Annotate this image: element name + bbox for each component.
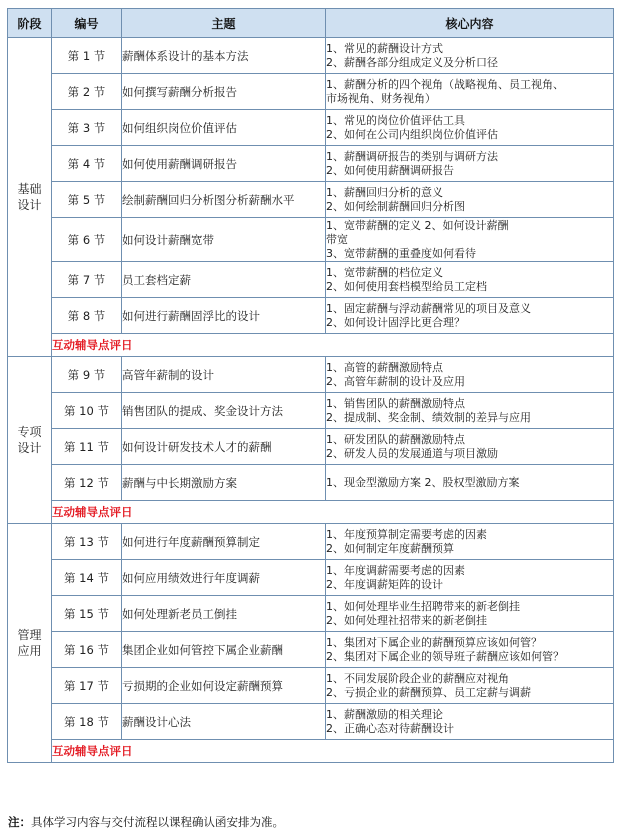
content-line: 2、如何使用薪酬调研报告 — [326, 163, 454, 177]
lesson-content — [326, 632, 614, 668]
table-row — [8, 146, 614, 182]
lesson-topic: 薪酬体系设计的基本方法 — [122, 38, 326, 74]
lesson-content — [326, 262, 614, 298]
lesson-topic: 集团企业如何管控下属企业薪酬 — [122, 632, 326, 668]
lesson-topic: 如何撰写薪酬分析报告 — [122, 74, 326, 110]
curriculum-table — [7, 8, 614, 763]
table-row — [8, 110, 614, 146]
stage-name-line: 设计 — [17, 441, 42, 455]
content-line: 2、如何制定年度薪酬预算 — [326, 541, 454, 555]
content-line: 1、年度调薪需要考虑的因素 — [326, 563, 465, 577]
content-line: 市场视角、财务视角） — [326, 91, 436, 105]
table-row — [8, 465, 614, 501]
lesson-number: 第 5 节 — [52, 182, 122, 218]
lesson-number: 第 15 节 — [52, 596, 122, 632]
content-line: 2、如何绘制薪酬回归分析图 — [326, 199, 465, 213]
review-day-label: 互动辅导点评日 — [52, 740, 614, 763]
table-row — [8, 357, 614, 393]
lesson-content — [326, 38, 614, 74]
review-row — [8, 334, 614, 357]
header-number: 编号 — [52, 9, 122, 38]
table-row — [8, 704, 614, 740]
content-line: 1、如何处理毕业生招聘带来的新老倒挂 — [326, 599, 520, 613]
review-row — [8, 501, 614, 524]
content-line: 1、薪酬调研报告的类别与调研方法 — [326, 149, 498, 163]
lesson-number: 第 10 节 — [52, 393, 122, 429]
lesson-content — [326, 596, 614, 632]
header-row — [8, 9, 614, 38]
stage-name-line: 专项 — [17, 425, 42, 439]
content-line: 1、不同发展阶段企业的薪酬应对视角 — [326, 671, 509, 685]
content-line: 2、提成制、奖金制、绩效制的差异与应用 — [326, 410, 531, 424]
lesson-content — [326, 74, 614, 110]
lesson-topic: 绘制薪酬回归分析图分析薪酬水平 — [122, 182, 326, 218]
lesson-topic: 如何处理新老员工倒挂 — [122, 596, 326, 632]
lesson-content — [326, 182, 614, 218]
lesson-topic: 如何应用绩效进行年度调薪 — [122, 560, 326, 596]
content-line: 3、宽带薪酬的重叠度如何看待 — [326, 246, 476, 260]
lesson-number: 第 12 节 — [52, 465, 122, 501]
content-line: 1、销售团队的薪酬激励特点 — [326, 396, 465, 410]
content-line: 2、如何在公司内组织岗位价值评估 — [326, 127, 498, 141]
lesson-number: 第 2 节 — [52, 74, 122, 110]
lesson-number: 第 7 节 — [52, 262, 122, 298]
lesson-number: 第 17 节 — [52, 668, 122, 704]
table-row — [8, 429, 614, 465]
lesson-number: 第 13 节 — [52, 524, 122, 560]
lesson-topic: 员工套档定薪 — [122, 262, 326, 298]
stage-cell — [8, 524, 52, 763]
lesson-number: 第 18 节 — [52, 704, 122, 740]
table-row — [8, 262, 614, 298]
lesson-topic: 如何使用薪酬调研报告 — [122, 146, 326, 182]
content-line: 1、集团对下属企业的薪酬预算应该如何管？ — [326, 635, 542, 649]
stage-name-line: 管理 — [17, 628, 42, 642]
lesson-number: 第 16 节 — [52, 632, 122, 668]
lesson-content — [326, 218, 614, 262]
lesson-number: 第 6 节 — [52, 218, 122, 262]
lesson-content — [326, 110, 614, 146]
header-stage: 阶段 — [8, 9, 52, 38]
lesson-number: 第 8 节 — [52, 298, 122, 334]
stage-cell — [8, 38, 52, 357]
table-row — [8, 182, 614, 218]
content-line: 2、如何设计固浮比更合理？ — [326, 315, 465, 329]
lesson-content — [326, 560, 614, 596]
lesson-topic: 如何进行年度薪酬预算制定 — [122, 524, 326, 560]
content-line: 1、现金型激励方案 2、股权型激励方案 — [326, 475, 520, 489]
lesson-content — [326, 704, 614, 740]
lesson-topic: 如何组织岗位价值评估 — [122, 110, 326, 146]
table-row — [8, 668, 614, 704]
lesson-topic: 高管年薪制的设计 — [122, 357, 326, 393]
lesson-content — [326, 429, 614, 465]
lesson-topic: 如何设计研发技术人才的薪酬 — [122, 429, 326, 465]
lesson-number: 第 1 节 — [52, 38, 122, 74]
lesson-topic: 如何设计薪酬宽带 — [122, 218, 326, 262]
lesson-content — [326, 465, 614, 501]
content-line: 1、年度预算制定需要考虑的因素 — [326, 527, 487, 541]
review-day-label: 互动辅导点评日 — [52, 334, 614, 357]
content-line: 1、常见的岗位价值评估工具 — [326, 113, 465, 127]
review-row — [8, 740, 614, 763]
lesson-topic: 如何进行薪酬固浮比的设计 — [122, 298, 326, 334]
table-row — [8, 596, 614, 632]
content-line: 1、高管的薪酬激励特点 — [326, 360, 443, 374]
lesson-content — [326, 298, 614, 334]
header-content: 核心内容 — [326, 9, 614, 38]
lesson-content — [326, 146, 614, 182]
lesson-topic: 薪酬与中长期激励方案 — [122, 465, 326, 501]
content-line: 2、如何使用套档模型给员工定档 — [326, 279, 487, 293]
stage-name-line: 基础 — [17, 182, 42, 196]
content-line: 2、高管年薪制的设计及应用 — [326, 374, 465, 388]
stage-cell — [8, 357, 52, 524]
footnote-label: 注： — [8, 815, 31, 829]
lesson-content — [326, 357, 614, 393]
table-body — [8, 38, 614, 763]
lesson-topic: 销售团队的提成、奖金设计方法 — [122, 393, 326, 429]
lesson-number: 第 14 节 — [52, 560, 122, 596]
stage-name-line: 应用 — [17, 644, 42, 658]
content-line: 2、亏损企业的薪酬预算、员工定薪与调薪 — [326, 685, 531, 699]
table-row — [8, 393, 614, 429]
lesson-number: 第 9 节 — [52, 357, 122, 393]
review-day-label: 互动辅导点评日 — [52, 501, 614, 524]
lesson-topic: 薪酬设计心法 — [122, 704, 326, 740]
content-line: 2、研发人员的发展通道与项目激励 — [326, 446, 498, 460]
content-line: 1、宽带薪酬的定义 2、如何设计薪酬 — [326, 218, 509, 232]
table-row — [8, 560, 614, 596]
content-line: 带宽 — [326, 232, 348, 246]
stage-name-line: 设计 — [17, 198, 42, 212]
content-line: 1、常见的薪酬设计方式 — [326, 41, 443, 55]
content-line: 1、固定薪酬与浮动薪酬常见的项目及意义 — [326, 301, 531, 315]
footnote — [8, 814, 284, 830]
footnote-text: 具体学习内容与交付流程以课程确认函安排为准。 — [31, 815, 284, 829]
lesson-number: 第 3 节 — [52, 110, 122, 146]
content-line: 1、薪酬分析的四个视角（战略视角、员工视角、 — [326, 77, 564, 91]
table-row — [8, 524, 614, 560]
content-line: 2、正确心态对待薪酬设计 — [326, 721, 454, 735]
content-line: 1、薪酬回归分析的意义 — [326, 185, 443, 199]
table-row — [8, 632, 614, 668]
lesson-number: 第 4 节 — [52, 146, 122, 182]
table-row — [8, 74, 614, 110]
content-line: 1、宽带薪酬的档位定义 — [326, 265, 443, 279]
lesson-topic: 亏损期的企业如何设定薪酬预算 — [122, 668, 326, 704]
table-row — [8, 38, 614, 74]
table-row — [8, 218, 614, 262]
content-line: 1、薪酬激励的相关理论 — [326, 707, 443, 721]
lesson-content — [326, 668, 614, 704]
lesson-content — [326, 393, 614, 429]
content-line: 1、研发团队的薪酬激励特点 — [326, 432, 465, 446]
content-line: 2、集团对下属企业的领导班子薪酬应该如何管？ — [326, 649, 564, 663]
header-topic: 主题 — [122, 9, 326, 38]
content-line: 2、年度调薪矩阵的设计 — [326, 577, 443, 591]
lesson-content — [326, 524, 614, 560]
lesson-number: 第 11 节 — [52, 429, 122, 465]
content-line: 2、如何处理社招带来的新老倒挂 — [326, 613, 487, 627]
content-line: 2、薪酬各部分组成定义及分析口径 — [326, 55, 498, 69]
table-row — [8, 298, 614, 334]
